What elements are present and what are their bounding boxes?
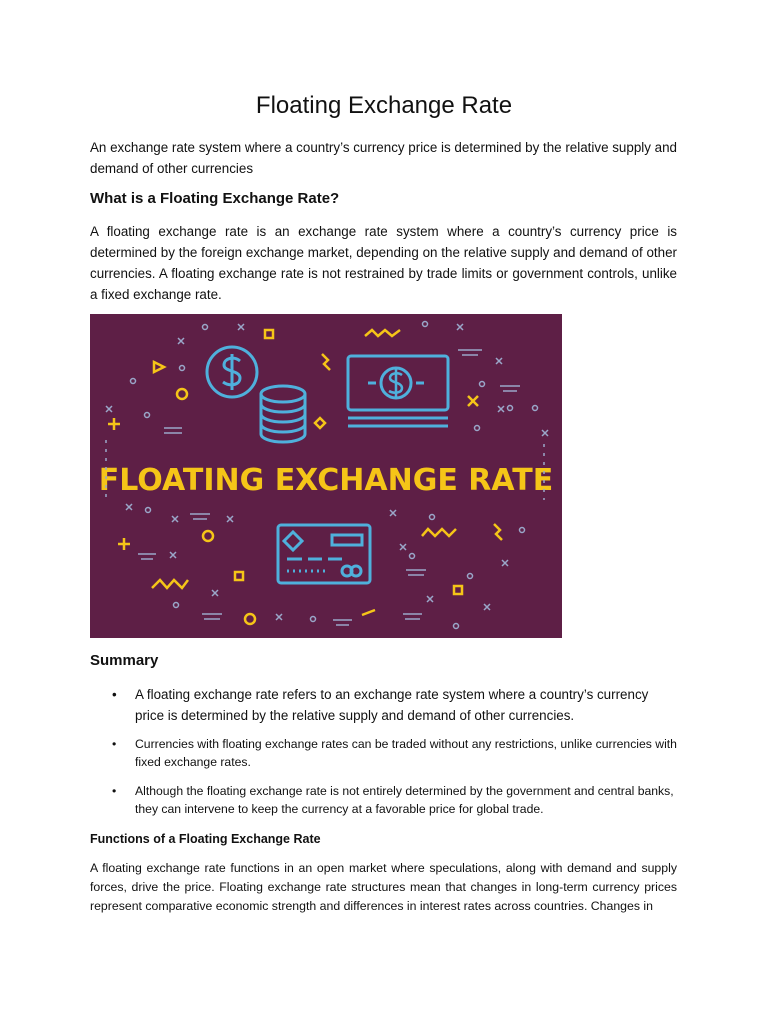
bullet: •: [112, 737, 117, 751]
intro-paragraph: An exchange rate system where a country’s currency price is determined by the relative supply and demand of other currencies: [90, 140, 678, 176]
summary-item-text: A floating exchange rate refers to an exchange rate system where a country’s currency price is determined by the relative supply and demand of other currencies.: [135, 687, 649, 723]
list-item: [90, 684, 680, 726]
banner-text: FLOATING EXCHANGE RATE: [98, 463, 554, 498]
definition-paragraph: A floating exchange rate is an exchange rate system where a country’s currency price is determined by the foreign exchange market, depending on the relative supply and demand of other currencies. A floating exchange rate is not restrained by trade limits or government controls, unlike a fixed exchange rate.: [90, 224, 677, 302]
summary-heading: Summary: [90, 652, 159, 669]
floating-exchange-rate-illustration: [90, 314, 562, 638]
section-heading-what-is: What is a Floating Exchange Rate?: [90, 190, 340, 207]
summary-item-text: Although the floating exchange rate is not entirely determined by the government and central banks, they can intervene to keep the currency at a favorable price for global trade.: [135, 784, 674, 816]
functions-heading: Functions of a Floating Exchange Rate: [90, 832, 321, 846]
bullet: •: [112, 784, 117, 798]
list-item: [90, 782, 680, 818]
summary-list: [90, 684, 680, 829]
bullet: •: [112, 687, 117, 702]
page-title: Floating Exchange Rate: [255, 92, 513, 119]
list-item: [90, 735, 680, 771]
functions-paragraph: A floating exchange rate functions in an open market where speculations, along with demand and supply forces, drive the price. Floating exchange rate structures mean that changes in long-term currency prices represent comparative economic strength and differences in interest rates across countries. Changes in: [90, 861, 677, 913]
summary-item-text: Currencies with floating exchange rates can be traded without any restrictions, unlike currencies with fixed exchange rates.: [135, 737, 677, 769]
